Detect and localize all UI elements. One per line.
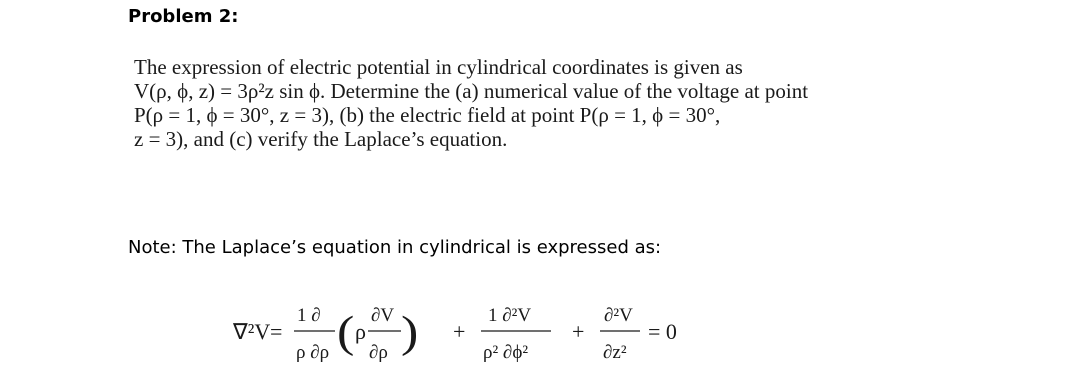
eq-paren-close: ) [401, 308, 419, 357]
eq-paren-open: ( [337, 308, 355, 357]
eq-term1-denominator: ρ ∂ρ [296, 342, 330, 363]
eq-term3-denominator: ∂z² [603, 342, 627, 363]
eq-equals: = [270, 319, 283, 344]
eq-inner-numerator: ∂V [371, 305, 395, 326]
problem-line-4: z = 3), and (c) verify the Laplace’s equation. [134, 127, 508, 151]
eq-inner-rho: ρ [355, 319, 366, 344]
problem-line-3: P(ρ = 1, ϕ = 30°, z = 3), (b) the electric field at point P(ρ = 1, ϕ = 30°, [134, 103, 721, 127]
eq-rhs: = 0 [648, 319, 677, 344]
eq-term1-numerator: 1 ∂ [297, 305, 321, 326]
problem-line-2: V(ρ, ϕ, z) = 3ρ²z sin ϕ. Determine the (a) numerical value of the voltage at point [134, 79, 809, 103]
laplace-note: Note: The Laplace’s equation in cylindrical is expressed as: [128, 237, 662, 258]
eq-term2-denominator: ρ² ∂ϕ² [483, 342, 529, 363]
eq-plus-2: + [572, 319, 585, 344]
eq-inner-denominator: ∂ρ [369, 342, 388, 363]
eq-plus-1: + [453, 319, 466, 344]
problem-line-1: The expression of electric potential in cylindrical coordinates is given as [134, 55, 743, 79]
eq-term3-numerator: ∂²V [604, 305, 633, 326]
eq-lhs: ∇²V [233, 319, 271, 344]
eq-term2-numerator: 1 ∂²V [488, 305, 532, 326]
problem-heading: Problem 2: [128, 6, 239, 27]
